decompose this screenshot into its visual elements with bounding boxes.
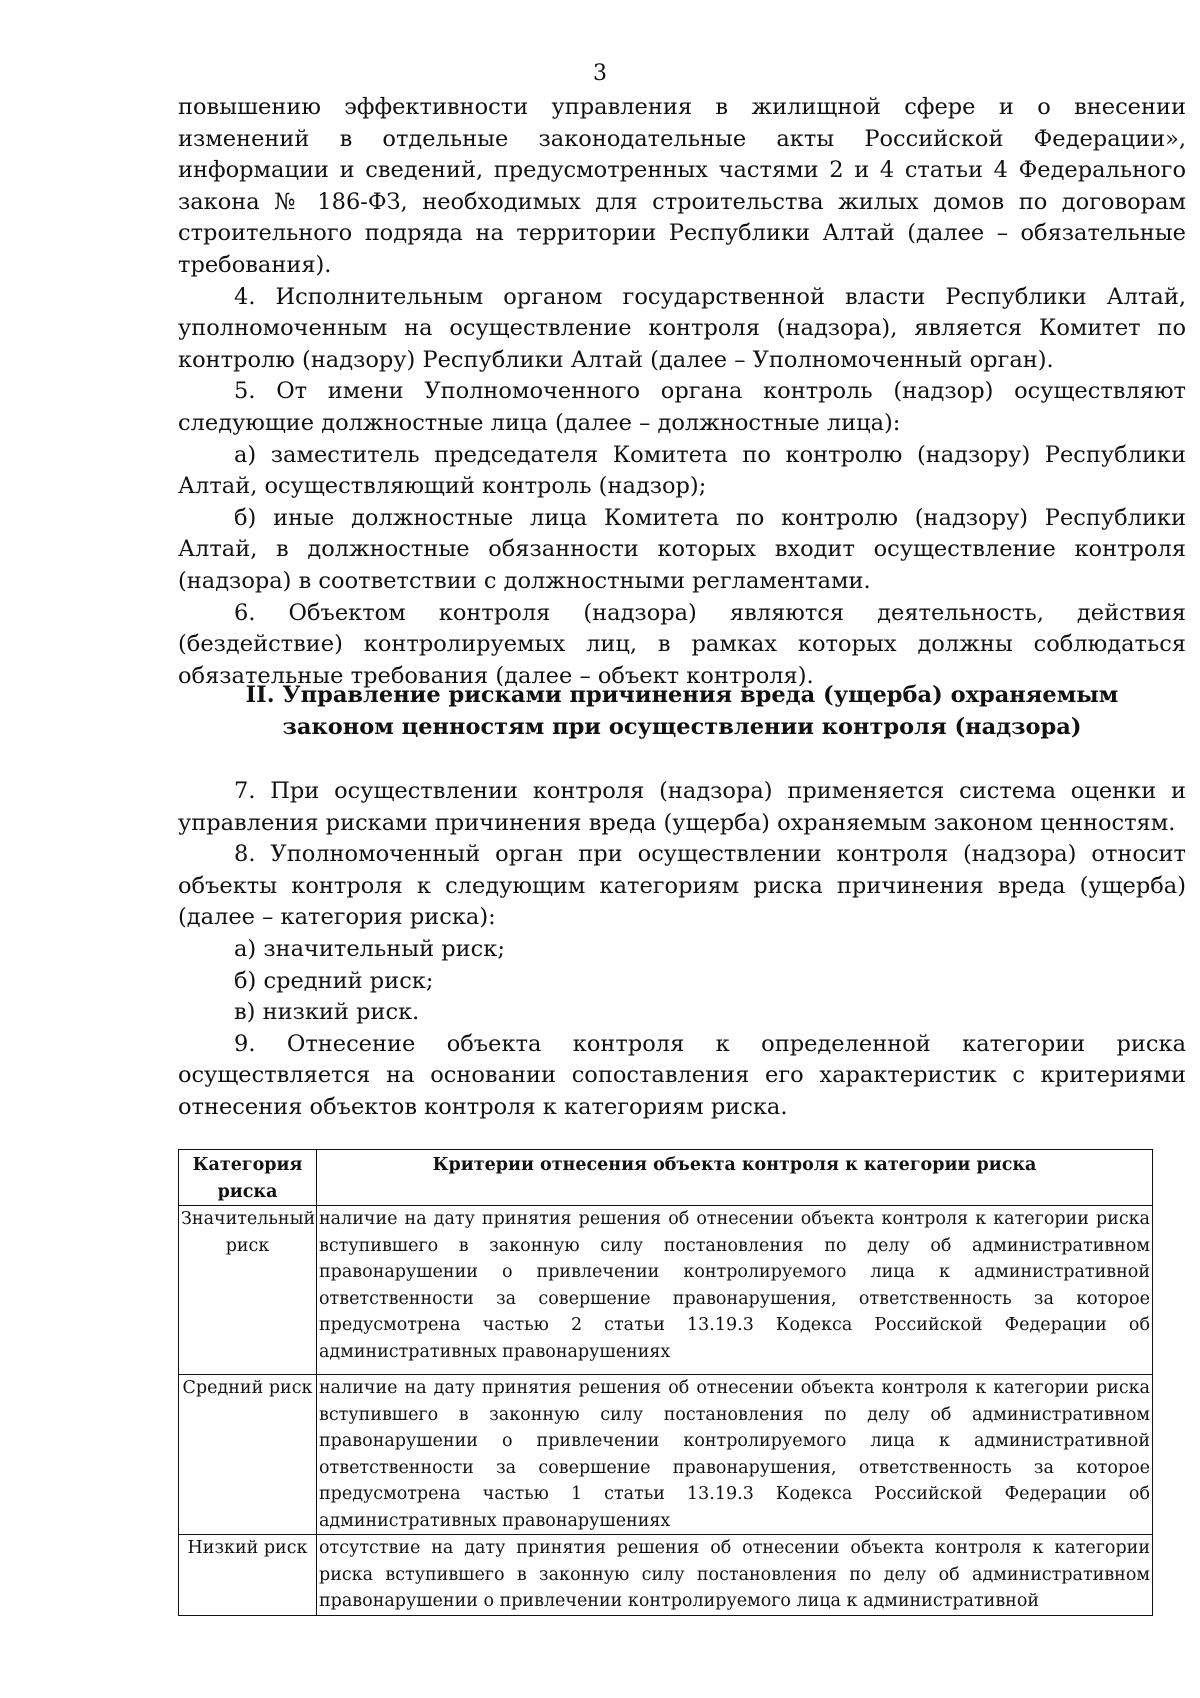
table-row bbox=[179, 1206, 1153, 1375]
table-header-row bbox=[179, 1150, 1153, 1206]
row-category: Низкий риск bbox=[179, 1535, 317, 1616]
table-row bbox=[179, 1375, 1153, 1535]
header-category: Категория риска bbox=[179, 1150, 317, 1206]
paragraph-8c: в) низкий риск. bbox=[234, 999, 420, 1026]
header-criteria: Критерии отнесения объекта контроля к категории риска bbox=[317, 1150, 1153, 1206]
paragraph-9: 9. Отнесение объекта контроля к определенной категории риска осуществляется на основании сопоставления его характеристик с критериями отнесения объектов контроля к категориям риска. bbox=[178, 1030, 1186, 1120]
paragraph-8: 8. Уполномоченный орган при осуществлении контроля (надзора) относит объекты контроля к следующим категориям риска причинения вреда (ущерба) (далее – категория риска): bbox=[178, 841, 1186, 931]
row-criteria: наличие на дату принятия решения об отнесении объекта контроля к категории риска вступившего в законную силу постановления по делу об административном правонарушении о привлечении контролируемого лица к административной ответственности за совершение правонарушения, ответственность за которое предусмотрена частью 1 статьи 13.19.3 Кодекса Российской Федерации об административных правонарушениях bbox=[317, 1375, 1153, 1535]
paragraph-4: 4. Исполнительным органом государственной власти Республики Алтай, уполномоченным на осуществление контроля (надзора), является Комитет по контролю (надзору) Республики Алтай (далее – Уполномоченный орган). bbox=[178, 283, 1186, 373]
paragraph-5a: а) заместитель председателя Комитета по контролю (надзору) Республики Алтай, осуществляющий контроль (надзор); bbox=[178, 441, 1186, 500]
paragraph-5: 5. От имени Уполномоченного органа контроль (надзор) осуществляют следующие должностные лица (далее – должностные лица): bbox=[178, 378, 1186, 436]
paragraph-5b: б) иные должностные лица Комитета по контролю (надзору) Республики Алтай, в должностные обязанности которых входит осуществление контроля (надзора) в соответствии с должностными регламентами. bbox=[178, 504, 1186, 594]
body-text-bottom bbox=[178, 776, 1186, 1124]
section-heading-line-2: законом ценностям при осуществлении контроля (надзора) bbox=[282, 713, 1082, 740]
paragraph-continuation: повышению эффективности управления в жилищной сфере и о внесении изменений в отдельные законодательные акты Российской Федерации», информации и сведений, предусмотренных частями 2 и 4 статьи 4 Федерального закона № 186-ФЗ, необходимых для строительства жилых домов по договорам строительного подряда на территории Республики Алтай (далее – обязательные требования). bbox=[178, 94, 1186, 278]
paragraph-6: 6. Объектом контроля (надзора) являются деятельность, действия (бездействие) контролируемых лиц, в рамках которых должны соблюдаться обязательные требования (далее – объект контроля). bbox=[178, 599, 1186, 689]
body-text-top bbox=[178, 92, 1186, 692]
row-criteria: наличие на дату принятия решения об отнесении объекта контроля к категории риска вступившего в законную силу постановления по делу об административном правонарушении о привлечении контролируемого лица к административной ответственности за совершение правонарушения, ответственность за которое предусмотрена частью 2 статьи 13.19.3 Кодекса Российской Федерации об административных правонарушениях bbox=[317, 1206, 1153, 1375]
section-heading-line-1: II. Управление рисками причинения вреда (ущерба) охраняемым bbox=[245, 682, 1119, 708]
row-criteria: отсутствие на дату принятия решения об отнесении объекта контроля к категории риска вступившего в законную силу постановления по делу об административном правонарушении о привлечении контролируемого лица к административной bbox=[317, 1535, 1153, 1616]
table-row bbox=[179, 1535, 1153, 1616]
paragraph-8a: а) значительный риск; bbox=[234, 935, 505, 962]
row-category: Значительный риск bbox=[179, 1206, 317, 1375]
section-heading bbox=[178, 680, 1186, 743]
row-category: Средний риск bbox=[179, 1375, 317, 1535]
paragraph-8b: б) средний риск; bbox=[234, 967, 434, 994]
paragraph-7: 7. При осуществлении контроля (надзора) применяется система оценки и управления рисками причинения вреда (ущерба) охраняемым законом ценностям. bbox=[178, 778, 1186, 836]
page-number: 3 bbox=[593, 61, 607, 86]
risk-category-table bbox=[178, 1149, 1153, 1616]
